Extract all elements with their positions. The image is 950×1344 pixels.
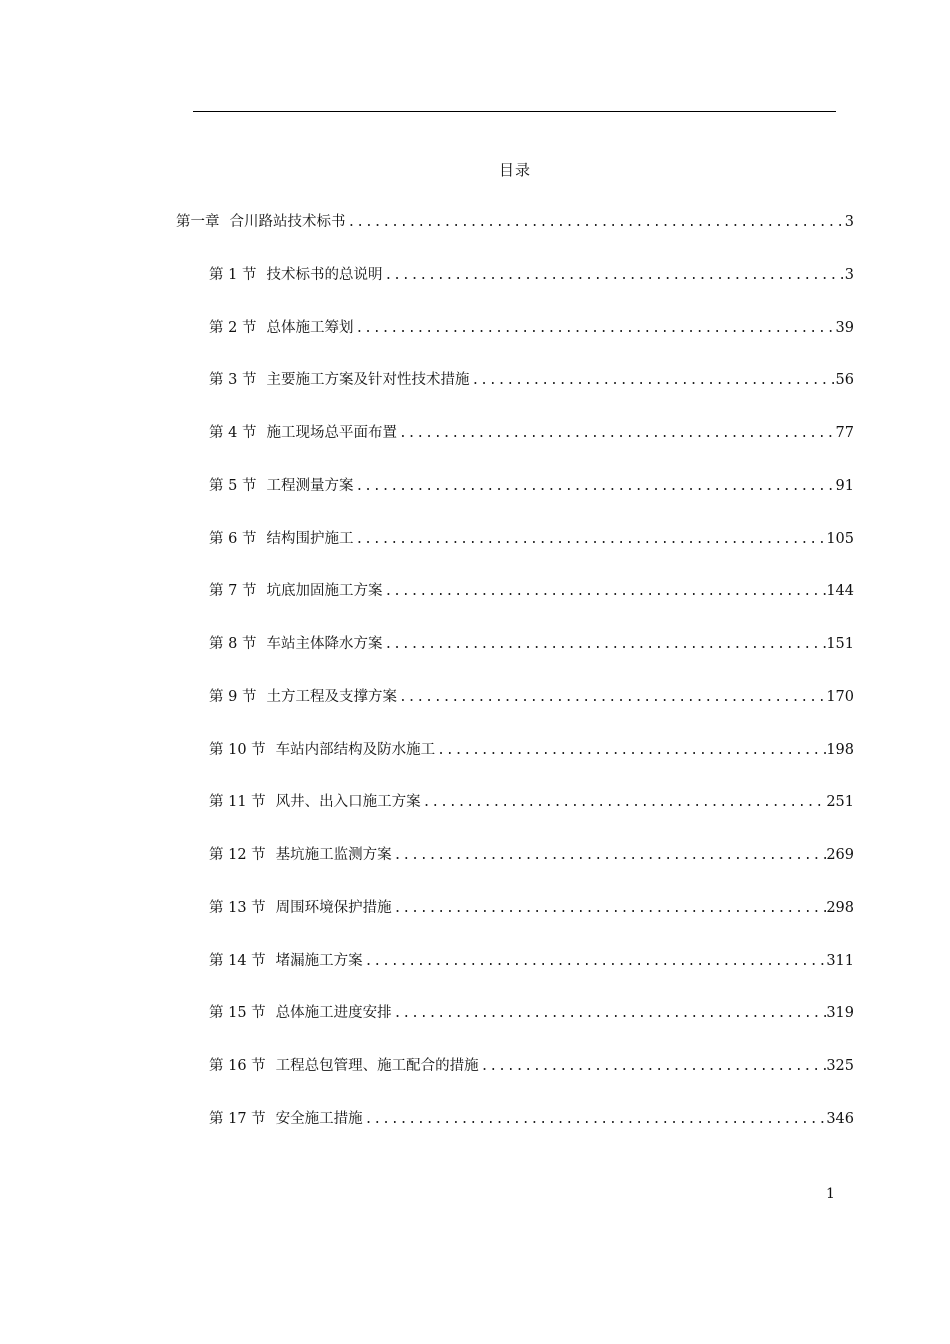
toc-dot-leader — [363, 1109, 827, 1131]
toc-entry-page: 198 — [826, 742, 854, 758]
toc-entry-page: 269 — [826, 847, 854, 863]
toc-dot-leader — [382, 634, 826, 656]
toc-entry-title: 车站主体降水方案 — [266, 636, 383, 652]
toc-dot-leader — [382, 265, 844, 287]
toc-section-entry[interactable] — [209, 1108, 854, 1130]
toc-dot-leader — [392, 845, 827, 867]
toc-section-entry[interactable] — [209, 1002, 854, 1024]
toc-dot-leader — [469, 370, 835, 392]
toc-entry-page: 3 — [844, 267, 854, 283]
toc-entry-page: 170 — [826, 689, 854, 705]
toc-entry-number: 第 7 节 — [209, 583, 257, 599]
toc-entry-title: 结构围护施工 — [266, 531, 354, 547]
toc-entry-number: 第一章 — [176, 214, 220, 230]
toc-entry-number: 第 1 节 — [209, 267, 257, 283]
toc-section-entry[interactable] — [209, 950, 854, 972]
toc-section-entry[interactable] — [209, 897, 854, 919]
toc-entry-page: 151 — [826, 636, 854, 652]
toc-entry-number: 第 12 节 — [209, 847, 266, 863]
toc-dot-leader — [382, 581, 826, 603]
toc-section-entry[interactable] — [209, 739, 854, 761]
toc-entry-title: 坑底加固施工方案 — [266, 583, 383, 599]
toc-entry-title: 车站内部结构及防水施工 — [275, 742, 436, 758]
toc-section-entry[interactable] — [209, 475, 854, 497]
toc-entry-page: 251 — [826, 794, 854, 810]
toc-entry-number: 第 6 节 — [209, 531, 257, 547]
toc-section-entry[interactable] — [209, 264, 854, 286]
toc-entry-number: 第 11 节 — [209, 794, 266, 810]
toc-entry-page: 311 — [826, 953, 854, 969]
toc-dot-leader — [435, 740, 826, 762]
toc-entry-page: 346 — [826, 1111, 854, 1127]
toc-section-entry[interactable] — [209, 1055, 854, 1077]
toc-entry-title: 土方工程及支撑方案 — [266, 689, 397, 705]
toc-entry-page: 56 — [835, 372, 854, 388]
toc-section-entry[interactable] — [209, 580, 854, 602]
toc-entry-page: 91 — [835, 478, 854, 494]
toc-dot-leader — [397, 423, 836, 445]
toc-entry-number: 第 2 节 — [209, 320, 257, 336]
toc-entry-number: 第 9 节 — [209, 689, 257, 705]
toc-dot-leader — [353, 476, 835, 498]
toc-section-entry[interactable] — [209, 369, 854, 391]
toc-entry-title: 合川路站技术标书 — [229, 214, 346, 230]
toc-dot-leader — [363, 951, 827, 973]
toc-dot-leader — [346, 212, 845, 234]
toc-section-entry[interactable] — [209, 422, 854, 444]
toc-dot-leader — [397, 687, 826, 709]
toc-entry-title: 工程测量方案 — [266, 478, 354, 494]
toc-entry-title: 施工现场总平面布置 — [266, 425, 397, 441]
toc-section-entry[interactable] — [209, 633, 854, 655]
toc-entry-number: 第 4 节 — [209, 425, 257, 441]
toc-entry-page: 105 — [826, 531, 854, 547]
toc-dot-leader — [353, 529, 826, 551]
toc-entry-number: 第 17 节 — [209, 1111, 266, 1127]
toc-dot-leader — [353, 318, 835, 340]
toc-entry-number: 第 14 节 — [209, 953, 266, 969]
toc-entry-number: 第 10 节 — [209, 742, 266, 758]
toc-entry-title: 总体施工筹划 — [266, 320, 354, 336]
toc-entry-title: 技术标书的总说明 — [266, 267, 383, 283]
toc-entry-title: 堵漏施工方案 — [275, 953, 363, 969]
toc-entry-title: 周围环境保护措施 — [275, 900, 392, 916]
toc-entry-number: 第 8 节 — [209, 636, 257, 652]
toc-entry-title: 主要施工方案及针对性技术措施 — [266, 372, 470, 388]
toc-entry-page: 3 — [844, 214, 854, 230]
toc-section-entry[interactable] — [209, 528, 854, 550]
toc-entry-number: 第 15 节 — [209, 1005, 266, 1021]
toc-entry-title: 工程总包管理、施工配合的措施 — [275, 1058, 479, 1074]
toc-entry-number: 第 13 节 — [209, 900, 266, 916]
toc-entry-title: 风井、出入口施工方案 — [275, 794, 421, 810]
toc-entry-page: 144 — [826, 583, 854, 599]
toc-entry-page: 39 — [835, 320, 854, 336]
toc-dot-leader — [392, 898, 827, 920]
toc-entry-title: 安全施工措施 — [275, 1111, 363, 1127]
toc-section-entry[interactable] — [209, 791, 854, 813]
toc-entry-page: 319 — [826, 1005, 854, 1021]
toc-entry-page: 325 — [826, 1058, 854, 1074]
toc-dot-leader — [479, 1056, 827, 1078]
toc-dot-leader — [392, 1003, 827, 1025]
toc-entry-number: 第 3 节 — [209, 372, 257, 388]
toc-entry-page: 298 — [826, 900, 854, 916]
page-number: 1 — [826, 1186, 835, 1202]
toc-entry-number: 第 5 节 — [209, 478, 257, 494]
toc-entry-title: 总体施工进度安排 — [275, 1005, 392, 1021]
toc-section-entry[interactable] — [209, 844, 854, 866]
toc-entry-page: 77 — [835, 425, 854, 441]
toc-dot-leader — [421, 792, 827, 814]
toc-section-entry[interactable] — [209, 686, 854, 708]
toc-title: 目录 — [498, 161, 531, 179]
toc-section-entry[interactable] — [209, 317, 854, 339]
toc-entry-title: 基坑施工监测方案 — [275, 847, 392, 863]
toc-chapter-entry[interactable] — [176, 211, 854, 233]
toc-entry-number: 第 16 节 — [209, 1058, 266, 1074]
